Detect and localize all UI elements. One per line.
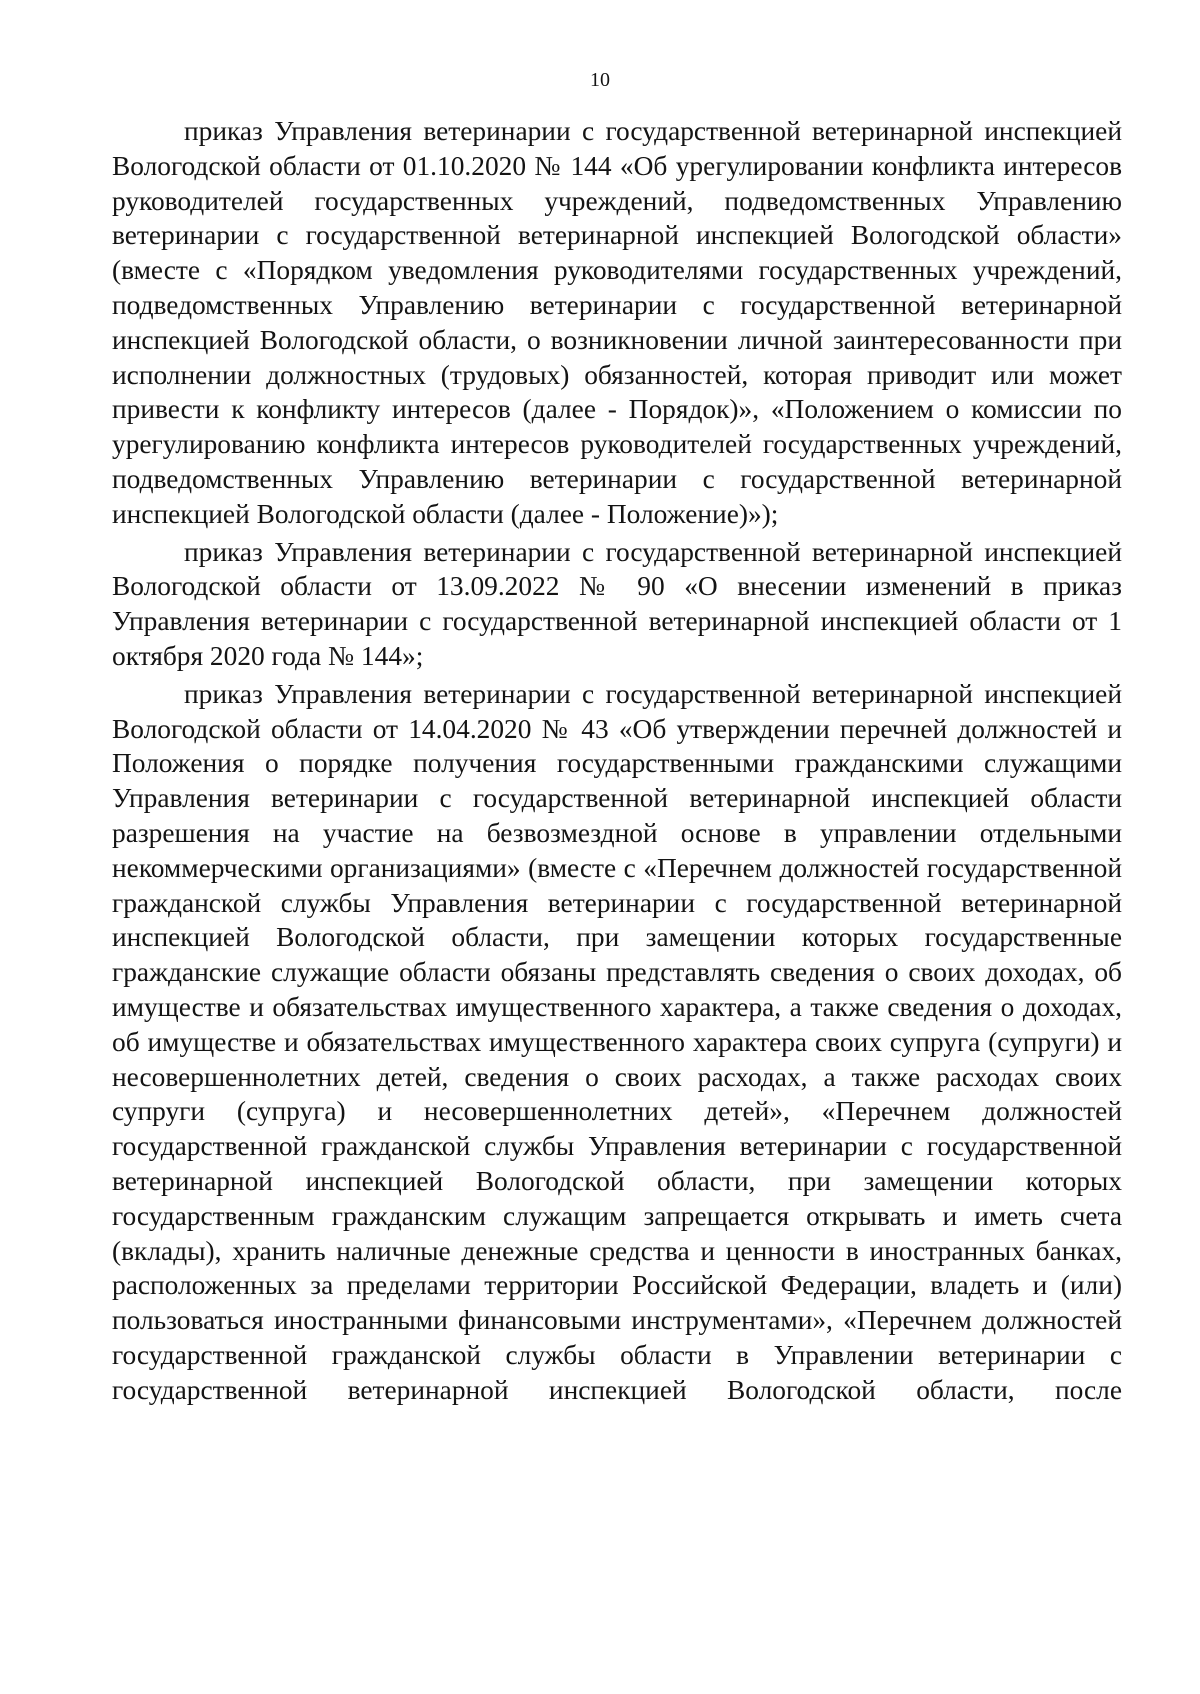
paragraph-order-144: приказ Управления ветеринарии с государственной ветеринарной инспекцией Вологодской области от 01.10.2020 № 144 «Об урегулировании конфликта интересов руководителей государственных учреждений, подведомственных Управлению ветеринарии с государственной ветеринарной инспекцией Вологодской области» (вместе с «Порядком уведомления руководителями государственных учреждений, подведомственных Управлению ветеринарии с государственной ветеринарной инспекцией Вологодской области, о возникновении личной заинтересованности при исполнении должностных (трудовых) обязанностей, которая приводит или может привести к конфликту интересов (далее - Порядок)», «Положением о комиссии по урегулированию конфликта интересов руководителей государственных учреждений, подведомственных Управлению ветеринарии с государственной ветеринарной инспекцией Вологодской области (далее - Положение)»);	[112, 116, 1122, 529]
paragraph-order-90: приказ Управления ветеринарии с государственной ветеринарной инспекцией Вологодской области от 13.09.2022 № 90 «О внесении изменений в приказ Управления ветеринарии с государственной ветеринарной инспекцией области от 1 октября 2020 года № 144»;	[112, 536, 1122, 671]
page-number: 10	[590, 69, 610, 91]
paragraph-order-43: приказ Управления ветеринарии с государственной ветеринарной инспекцией Вологодской области от 14.04.2020 № 43 «Об утверждении перечней должностей и Положения о порядке получения государственными гражданскими служащими Управления ветеринарии с государственной ветеринарной инспекцией области разрешения на участие на безвозмездной основе в управлении отдельными некоммерческими организациями» (вместе с «Перечнем должностей государственной гражданской службы Управления ветеринарии с государственной ветеринарной инспекцией Вологодской области, при замещении которых государственные гражданские служащие области обязаны представлять сведения о своих доходах, об имуществе и обязательствах имущественного характера, а также сведения о доходах, об имуществе и обязательствах имущественного характера своих супруга (супруги) и несовершеннолетних детей, сведения о своих расходах, а также расходах своих супруги (супруга) и несовершеннолетних детей», «Перечнем должностей государственной гражданской службы Управления ветеринарии с государственной ветеринарной инспекцией Вологодской области, при замещении которых государственным гражданским служащим запрещается открывать и иметь счета (вклады), хранить наличные денежные средства и ценности в иностранных банках, расположенных за пределами территории Российской Федерации, владеть и (или) пользоваться иностранными финансовыми инструментами», «Перечнем должностей государственной гражданской службы области в Управлении ветеринарии с государственной ветеринарной инспекцией Вологодской области, после	[112, 678, 1122, 1405]
document-body	[112, 114, 1122, 1408]
